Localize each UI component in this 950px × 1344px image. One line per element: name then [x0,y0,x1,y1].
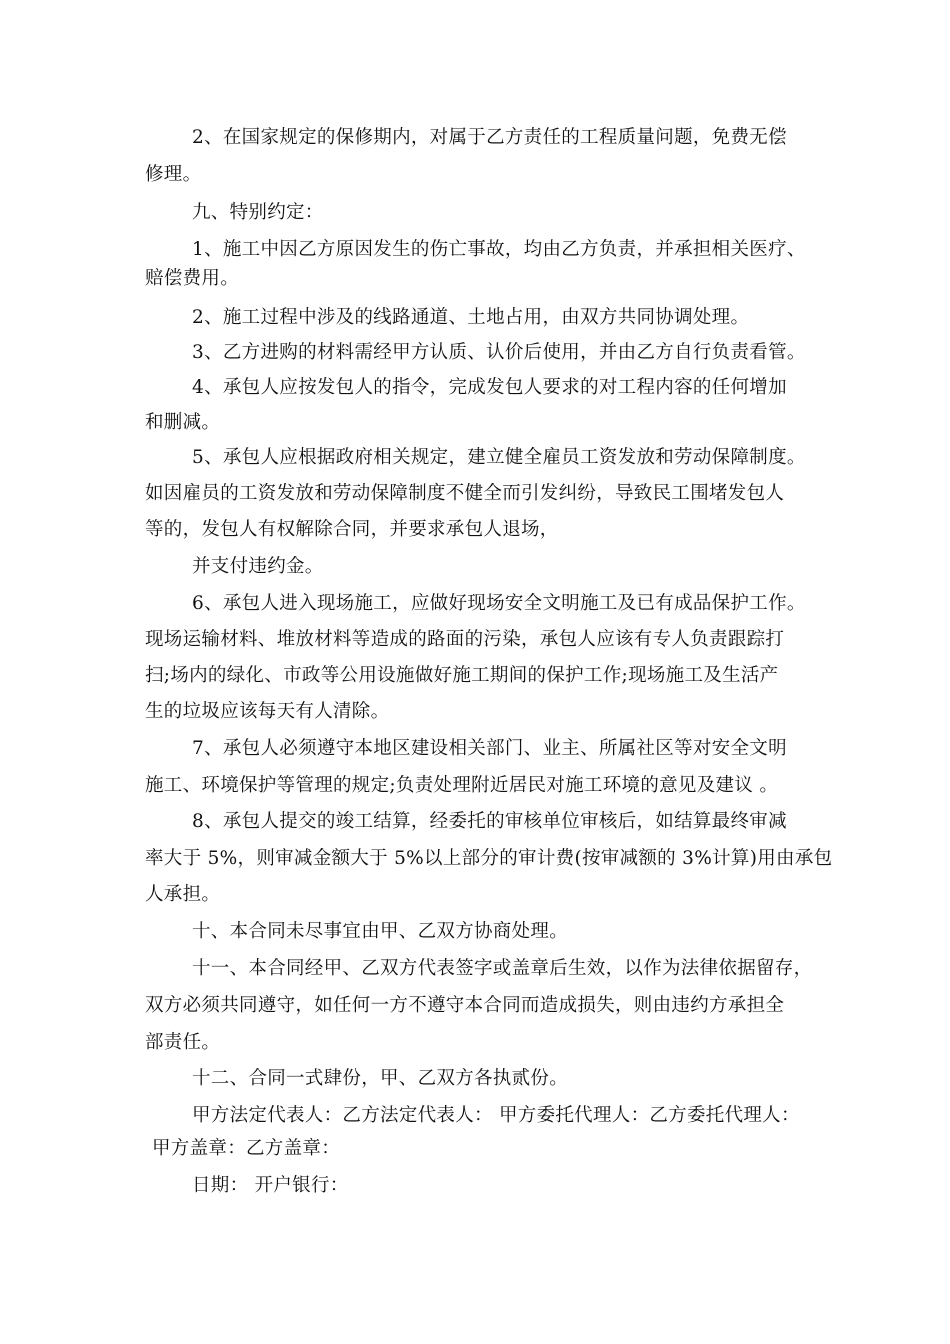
section-eleven-line-2: 双方必须共同遵守，如任何一方不遵守本合同而造成损失，则由违约方承担全 [145,995,785,1016]
paragraph-warranty-line-1: 2、在国家规定的保修期内，对属于乙方责任的工程质量问题，免费无偿 [192,127,787,148]
section-eleven-line-1: 十一、本合同经甲、乙双方代表签字或盖章后生效，以作为法律依据留存， [192,958,813,979]
paragraph-warranty-line-2: 修理。 [145,164,202,185]
signature-seals: 甲方盖章：乙方盖章： [152,1138,341,1159]
clause-5-line-1: 5、承包人应根据政府相关规定，建立健全雇员工资发放和劳动保障制度。 [192,447,806,468]
section-eleven-line-3: 部责任。 [145,1032,221,1053]
clause-3-line-1: 3、乙方进购的材料需经甲方认质、认价后使用，并由乙方自行负责看管。 [192,342,806,363]
clause-7-line-2: 施工、环境保护等管理的规定;负责处理附近居民对施工环境的意见及建议 。 [145,775,779,796]
clause-8-line-1: 8、承包人提交的竣工结算，经委托的审核单位审核后，如结算最终审减 [192,811,787,832]
clause-5-line-2: 如因雇员的工资发放和劳动保障制度不健全而引发纠纷，导致民工围堵发包人 [145,483,785,504]
section-ten: 十、本合同未尽事宜由甲、乙双方协商处理。 [192,921,569,942]
section-twelve: 十二、合同一式肆份，甲、乙双方各执贰份。 [192,1068,569,1089]
clause-8-line-3: 人承担。 [145,884,221,905]
clause-6-line-1: 6、承包人进入现场施工，应做好现场安全文明施工及已有成品保护工作。 [192,593,806,614]
clause-2-line-1: 2、施工过程中涉及的线路通道、土地占用，由双方共同协调处理。 [192,307,750,328]
clause-1-line-2: 赔偿费用。 [145,268,240,289]
clause-7-line-1: 7、承包人必须遵守本地区建设相关部门、业主、所属社区等对安全文明 [192,738,787,759]
clause-1-line-1: 1、施工中因乙方原因发生的伤亡事故，均由乙方负责，并承担相关医疗、 [192,239,806,260]
clause-5-line-3: 等的，发包人有权解除合同，并要求承包人退场， [145,519,559,540]
clause-6-line-4: 生的垃圾应该每天有人清除。 [145,701,390,722]
date-and-bank: 日期： 开户银行： [192,1175,349,1196]
signature-representatives: 甲方法定代表人：乙方法定代表人： 甲方委托代理人：乙方委托代理人： [192,1105,800,1126]
clause-6-line-3: 扫;场内的绿化、市政等公用设施做好施工期间的保护工作;现场施工及生活产 [145,665,779,686]
section-heading-special-terms: 九、特别约定： [192,202,324,223]
clause-8-line-2: 率大于 5%，则审减金额大于 5%以上部分的审计费(按审减额的 3%计算)用由承包 [145,848,833,869]
clause-4-line-2: 和删减。 [145,412,221,433]
clause-5-line-4: 并支付违约金。 [192,556,324,577]
clause-6-line-2: 现场运输材料、堆放材料等造成的路面的污染，承包人应该有专人负责跟踪打 [145,629,785,650]
clause-4-line-1: 4、承包人应按发包人的指令，完成发包人要求的对工程内容的任何增加 [192,377,787,398]
